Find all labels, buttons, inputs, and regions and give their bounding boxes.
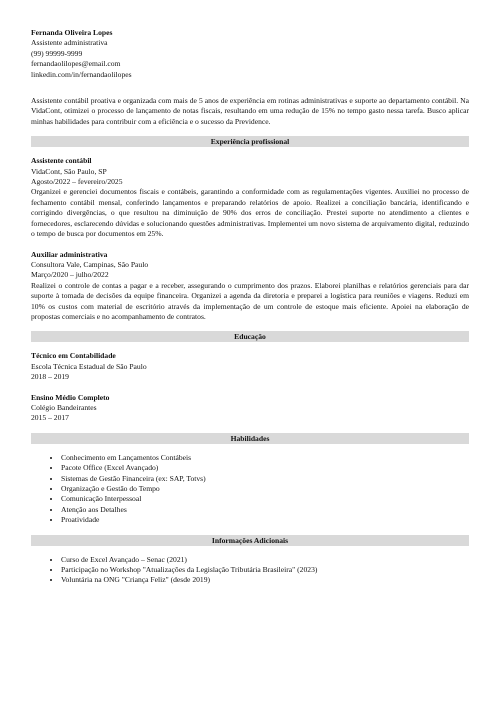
school-name: Escola Técnica Estadual de São Paulo [31, 361, 147, 371]
experience-entry [31, 250, 469, 323]
skill-item: • Proatividade [61, 515, 469, 525]
skill-item: • Pacote Office (Excel Avançado) [61, 463, 469, 473]
skills-list [31, 453, 469, 526]
degree-title: Técnico em Contabilidade [31, 351, 116, 361]
section-header-experience: Experiência profissional [31, 136, 469, 147]
section-header-education: Educação [31, 331, 469, 342]
candidate-linkedin: linkedin.com/in/fernandaolilopes [31, 69, 132, 79]
job-title: Auxiliar administrativa [31, 249, 108, 259]
education-entry [31, 351, 469, 382]
candidate-email: fernandaolilopes@email.com [31, 59, 121, 69]
candidate-phone: (99) 99999-9999 [31, 48, 83, 58]
job-description: Organizei e gerenciei documentos fiscais e contábeis, garantindo a conformidade com as regulamentações vigentes. Auxiliei no processo de fechamento contábil mensal, conferindo lançamentos e preparando relatórios de apoio. Realizei a conciliação bancária, identificando e corrigindo divergências, o que resultou na diminuição de 90% dos erros de conciliação. Prestei suporte no atendimento a clientes e fornecedores, esclarecendo dúvidas e solucionando questões administrativas. Implementei um novo sistema de arquivamento digital, reduzindo o tempo de busca por documentos em 25%. [31, 187, 469, 239]
job-title: Assistente contábil [31, 156, 92, 166]
job-period: Agosto/2022 – fevereiro/2025 [31, 177, 123, 187]
school-name: Colégio Bandeirantes [31, 402, 97, 412]
job-company: Consultora Vale, Campinas, São Paulo [31, 259, 149, 269]
job-period: Março/2020 – julho/2022 [31, 270, 109, 280]
skill-item: • Sistemas de Gestão Financeira (ex: SAP, Totvs) [61, 474, 469, 484]
additional-info-list [31, 555, 469, 586]
additional-item: • Curso de Excel Avançado – Senac (2021) [61, 555, 469, 565]
experience-entry [31, 156, 469, 239]
additional-item: • Participação no Workshop "Atualizações da Legislação Tributária Brasileira" (2023) [61, 565, 469, 575]
skill-item: • Atenção aos Detalhes [61, 505, 469, 515]
job-description: Realizei o controle de contas a pagar e a receber, assegurando o cumprimento dos prazos. Elaborei planilhas e relatórios gerenciais para dar suporte à tomada de decisões da equipe financeira. Organizei a agenda da diretoria e preparei a logística para reuniões e viagens. Reduzi em 10% os custos com material de escritório através da implementação de um controle de estoque mais eficiente. Apoiei na elaboração de propostas comerciais e no acompanhamento de contratos. [31, 280, 469, 321]
education-entry [31, 393, 469, 424]
education-period: 2015 – 2017 [31, 413, 69, 423]
job-company: VidaCont, São Paulo, SP [31, 166, 107, 176]
section-header-skills: Habilidades [31, 433, 469, 444]
degree-title: Ensino Médio Completo [31, 392, 110, 402]
skill-item: • Conhecimento em Lançamentos Contábeis [61, 453, 469, 463]
skill-item: • Comunicação Interpessoal [61, 494, 469, 504]
candidate-name: Fernanda Oliveira Lopes [31, 28, 113, 37]
section-header-additional: Informações Adicionais [31, 535, 469, 546]
candidate-role: Assistente administrativa [31, 38, 108, 48]
additional-item: • Voluntária na ONG "Criança Feliz" (desde 2019) [61, 575, 469, 585]
contact-block [31, 28, 469, 80]
education-period: 2018 – 2019 [31, 372, 69, 382]
professional-summary: Assistente contábil proativa e organizada com mais de 5 anos de experiência em rotinas administrativas e suporte ao departamento contábil. Na VidaCont, otimizei o processo de lançamento de notas fiscais, resultando em uma redução de 15% no tempo gasto nessa tarefa. Busco aplicar minhas habilidades para contribuir com a eficiência e o sucesso da Previdence. [31, 96, 469, 126]
skill-item: • Organização e Gestão do Tempo [61, 484, 469, 494]
